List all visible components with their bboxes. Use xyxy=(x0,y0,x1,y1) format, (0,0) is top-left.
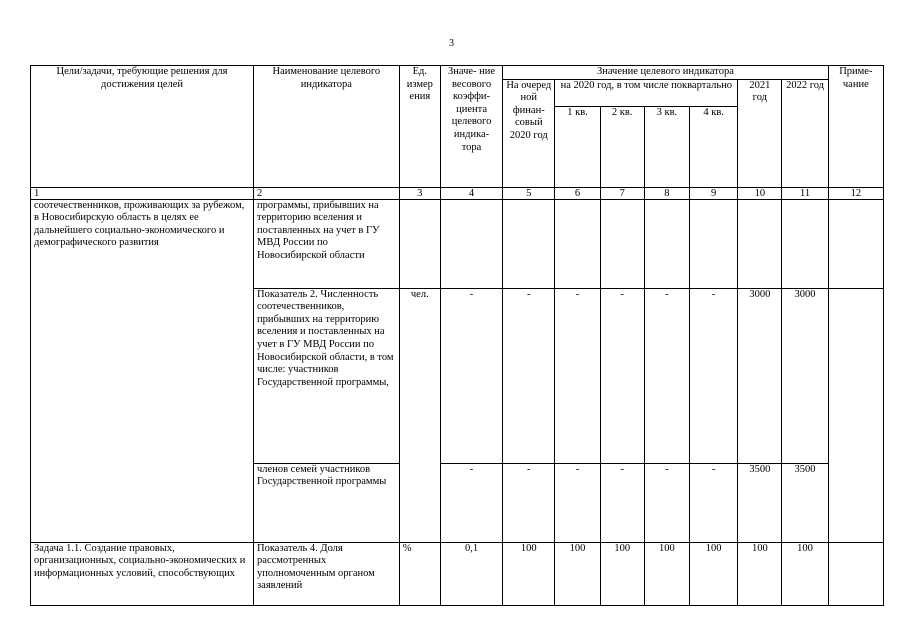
colnum-6: 6 xyxy=(555,187,600,199)
indicator-4-2021: 100 xyxy=(738,542,782,605)
header-goal: Цели/задачи, требующие решения для достижения целей xyxy=(31,66,254,188)
colnum-5: 5 xyxy=(503,187,555,199)
colnum-4: 4 xyxy=(440,187,502,199)
indicator-2b-q4: - xyxy=(690,463,738,542)
indicator-2-q1: - xyxy=(555,288,600,463)
column-number-row xyxy=(31,187,884,199)
colnum-7: 7 xyxy=(600,187,644,199)
header-value-group: Значение целевого индикатора xyxy=(503,66,829,80)
header-2020-quarterly: на 2020 год, в том числе поквартально xyxy=(555,79,738,106)
header-unit: Ед. измер ения xyxy=(399,66,440,188)
indicator-2b-q1: - xyxy=(555,463,600,542)
indicator-2b-name: членов семей участников Государственной программы xyxy=(254,463,400,542)
indicator-2b-2021: 3500 xyxy=(738,463,782,542)
indicator-2-2022: 3000 xyxy=(782,288,828,463)
header-note: Приме- чание xyxy=(828,66,883,188)
colnum-2: 2 xyxy=(254,187,400,199)
header-q4: 4 кв. xyxy=(690,106,738,187)
table-row xyxy=(31,199,884,288)
indicator-2-q4: - xyxy=(690,288,738,463)
indicator-4-q2: 100 xyxy=(600,542,644,605)
indicator-4-weight: 0,1 xyxy=(440,542,502,605)
indicator-2-q3: - xyxy=(644,288,689,463)
header-q2: 2 кв. xyxy=(600,106,644,187)
table-row xyxy=(31,542,884,605)
header-q3: 3 кв. xyxy=(644,106,689,187)
colnum-11: 11 xyxy=(782,187,828,199)
indicator-table xyxy=(30,65,884,606)
header-row-1 xyxy=(31,66,884,80)
colnum-3: 3 xyxy=(399,187,440,199)
page-number: 3 xyxy=(449,38,454,49)
colnum-9: 9 xyxy=(690,187,738,199)
indicator-4-next-year: 100 xyxy=(503,542,555,605)
colnum-12: 12 xyxy=(828,187,883,199)
indicator-4-q1: 100 xyxy=(555,542,600,605)
indicator-4-2022: 100 xyxy=(782,542,828,605)
indicator-2-next-year: - xyxy=(503,288,555,463)
header-q1: 1 кв. xyxy=(555,106,600,187)
header-next-year: На очеред ной финан- совый 2020 год xyxy=(503,79,555,187)
colnum-8: 8 xyxy=(644,187,689,199)
indicator-2-q2: - xyxy=(600,288,644,463)
indicator-2-2021: 3000 xyxy=(738,288,782,463)
header-2021: 2021 год xyxy=(738,79,782,187)
colnum-10: 10 xyxy=(738,187,782,199)
colnum-1: 1 xyxy=(31,187,254,199)
indicator-4-q3: 100 xyxy=(644,542,689,605)
header-weight: Значе- ние весового коэффи- циента целевого индика- тора xyxy=(440,66,502,188)
indicator-2b-q2: - xyxy=(600,463,644,542)
indicator-2b-2022: 3500 xyxy=(782,463,828,542)
indicator-2b-weight: - xyxy=(440,463,502,542)
indicator-4-unit: % xyxy=(399,542,440,605)
indicator-continuation: программы, прибывших на территорию вселения и поставленных на учет в ГУ МВД России по Новосибирской области xyxy=(254,199,400,288)
task-1-1-goal: Задача 1.1. Создание правовых, организационных, социально-экономических и информационных условий, способствующих xyxy=(31,542,254,605)
indicator-2-unit: чел. xyxy=(399,288,440,542)
indicator-4-name: Показатель 4. Доля рассмотренных уполномоченным органом заявлений xyxy=(254,542,400,605)
indicator-2-name: Показатель 2. Численность соотечественников, прибывших на территорию вселения и поставленных на учет в ГУ МВД России по Новосибирской области, в том числе: участников Государственной программы, xyxy=(254,288,400,463)
goal-continuation: соотечественников, проживающих за рубежом, в Новосибирскую область в целях ее дальнейшего социально-экономического и демографического развития xyxy=(31,199,254,542)
header-indicator-name: Наименование целевого индикатора xyxy=(254,66,400,188)
header-2022: 2022 год xyxy=(782,79,828,187)
indicator-2b-q3: - xyxy=(644,463,689,542)
indicator-4-q4: 100 xyxy=(690,542,738,605)
indicator-2-weight: - xyxy=(440,288,502,463)
indicator-2b-next-year: - xyxy=(503,463,555,542)
